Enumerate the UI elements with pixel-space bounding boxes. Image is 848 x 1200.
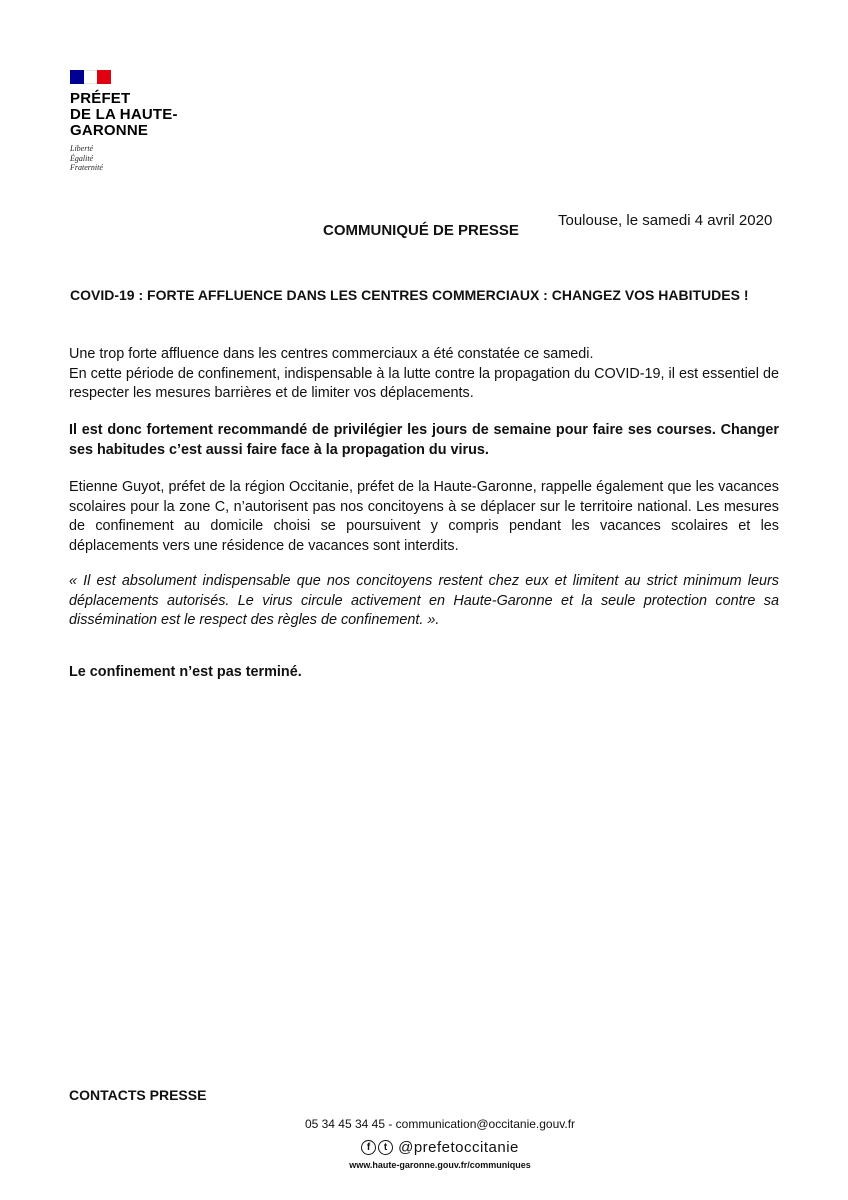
french-flag-icon xyxy=(70,70,111,84)
institution-name xyxy=(70,91,210,139)
press-contacts-label: CONTACTS PRESSE xyxy=(69,1087,207,1103)
republic-motto xyxy=(70,144,210,173)
press-release-title: COMMUNIQUÉ DE PRESSE xyxy=(323,222,519,239)
contact-line: 05 34 45 34 45 - communication@occitanie.gouv.fr xyxy=(304,1117,576,1131)
motto-line: Égalité xyxy=(70,153,94,163)
prefecture-logo xyxy=(70,70,210,173)
prefect-quote: « Il est absolument indispensable que nos concitoyens restent chez eux et limitent au strict minimum leurs déplacements autorisés. Le virus circule activement en Haute-Garonne et la seule protection contre sa dissémination est le respect des règles de confinement. ». xyxy=(69,573,779,628)
institution-line: DE LA HAUTE- xyxy=(70,106,178,123)
intro-paragraph xyxy=(69,345,779,404)
paragraph-line: Une trop forte affluence dans les centres commerciaux a été constatée ce samedi. xyxy=(69,346,594,362)
facebook-icon: f xyxy=(361,1140,376,1155)
paragraph-line: En cette période de confinement, indispensable à la lutte contre la propagation du COVID-19, il est essentiel de respecter les mesures barrières et de limiter vos déplacements. xyxy=(69,365,779,401)
closing-statement: Le confinement n’est pas terminé. xyxy=(69,664,302,680)
headline: COVID-19 : FORTE AFFLUENCE DANS LES CENTRES COMMERCIAUX : CHANGEZ VOS HABITUDES ! xyxy=(70,287,749,303)
recommendation-paragraph: Il est donc fortement recommandé de privilégier les jours de semaine pour faire ses courses. Changer ses habitudes c’est aussi faire face à la propagation du virus. xyxy=(69,422,779,458)
twitter-icon: t xyxy=(378,1140,393,1155)
prefect-reminder-paragraph: Etienne Guyot, préfet de la région Occitanie, préfet de la Haute-Garonne, rappelle également que les vacances scolaires pour la zone C, n’autorisent pas nos concitoyens à se déplacer sur le territoire national. Les mesures de confinement au domicile choisi se poursuivent y compris pendant les vacances scolaires et les déplacements vers une résidence de vacances sont interdits. xyxy=(69,479,779,554)
social-line xyxy=(250,1139,630,1156)
institution-line: GARONNE xyxy=(70,122,149,139)
motto-line: Liberté xyxy=(70,144,94,153)
institution-line: PRÉFET xyxy=(70,90,131,107)
motto-line: Fraternité xyxy=(70,163,103,172)
release-date: Toulouse, le samedi 4 avril 2020 xyxy=(558,212,773,229)
website-link: www.haute-garonne.gouv.fr/communiques xyxy=(349,1160,531,1170)
social-handle: @prefetoccitanie xyxy=(398,1139,519,1156)
